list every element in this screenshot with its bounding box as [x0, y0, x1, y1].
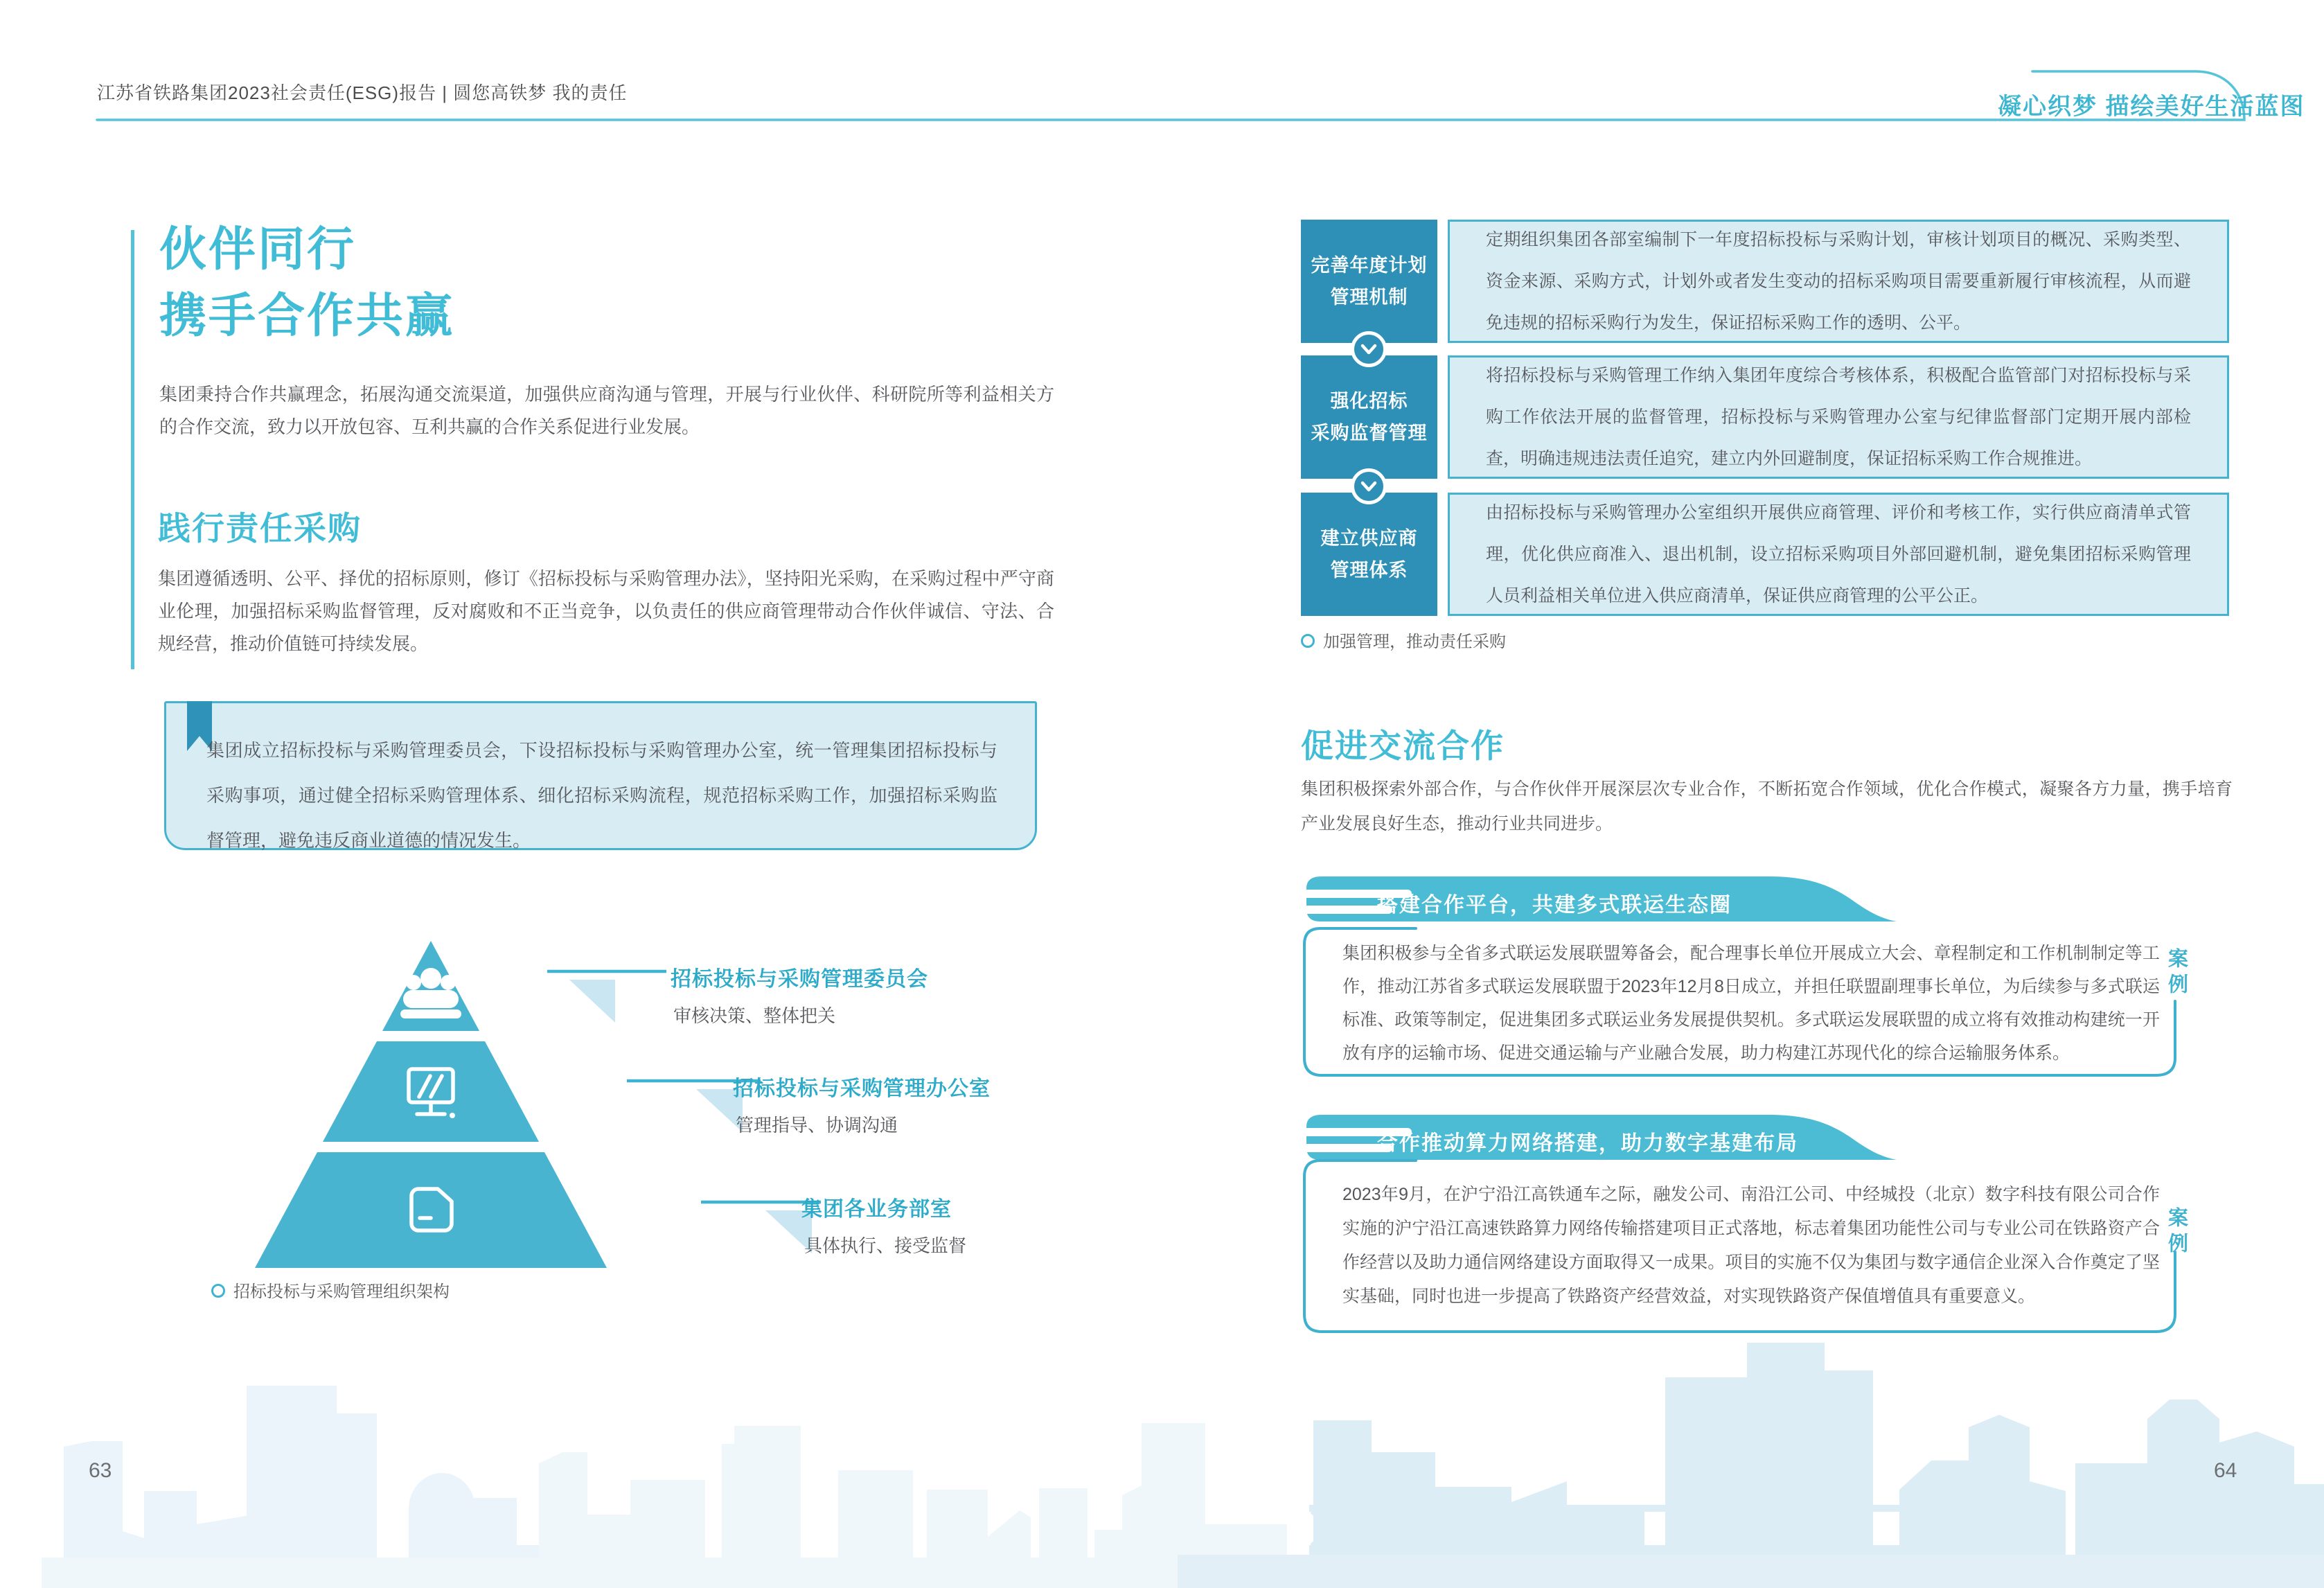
pyramid-caption-text: 招标投标与采购管理组织架构 [233, 1282, 450, 1301]
header-slogan: 凝心织梦 描绘美好生活蓝图 [1998, 94, 2305, 120]
step-3-label [1301, 493, 1437, 616]
chevron-down-icon [1351, 331, 1387, 367]
step-3-label-line1: 建立供应商 [1320, 528, 1418, 549]
case-1-body: 集团积极参与全省多式联运发展联盟筹备会，配合理事长单位开展成立大会、章程制定和工作机制制定等工作，推动江苏省多式联运发展联盟于2023年12月8日成立，并担任联盟副理事长单位，为后续参与多式联运标准、政策等制定，促进集团多式联运业务发展提供契机。多式联运发展联盟的成立将有效推动构建统一开放有序的运输市场、促进交通运输与产业融合发展，助力构建江苏现代化的综合运输服务体系。 [1342, 944, 2160, 1063]
committee-icon [400, 968, 461, 1018]
city-skyline-illustration [0, 1316, 2324, 1588]
section-title-procurement: 践行责任采购 [158, 510, 362, 547]
step-2-label-line1: 强化招标 [1330, 391, 1408, 412]
case-2-tag: 案例 [2165, 1207, 2188, 1258]
step-1-panel [1448, 220, 2229, 343]
page-number-left: 63 [89, 1459, 112, 1482]
tier-1-desc: 审核决策、整体把关 [673, 1005, 836, 1026]
step-3-label-line2: 管理体系 [1330, 560, 1408, 581]
chapter-title-line1: 伙伴同行 [159, 223, 357, 276]
case-2-body: 2023年9月，在沪宁沿江高铁通车之际，融发公司、南沿江公司、中经城投（北京）数字科技有限公司合作实施的沪宁沿江高速铁路算力网络传输搭建项目正式落地，标志着集团功能性公司与专业公司在铁路资产合作经营以及助力通信网络建设方面取得又一成果。项目的实施不仅为集团与数字通信企业深入合作奠定了坚实基础，同时也进一步提高了铁路资产经营效益，对实现铁路资产保值增值具有重要意义。 [1342, 1185, 2160, 1306]
report-header-title: 江苏省铁路集团2023社会责任(ESG)报告 | 圆您高铁梦 我的责任 [97, 82, 628, 103]
chevron-down-icon [1351, 468, 1387, 504]
step-1-body: 定期组织集团各部室编制下一年度招标投标与采购计划，审核计划项目的概况、采购类型、资金来源、采购方式，计划外或者发生变动的招标采购项目需要重新履行审核流程，从而避免违规的招标采购行为发生，保证招标采购工作的透明、公平。 [1486, 230, 2191, 333]
chapter-title-line2: 携手合作共赢 [159, 290, 455, 342]
step-1-label-line1: 完善年度计划 [1311, 255, 1428, 276]
step-2-panel [1448, 355, 2229, 479]
section-cooperation-body: 集团积极探索外部合作，与合作伙伴开展深层次专业合作，不断拓宽合作领域，优化合作模式，凝聚各方力量，携手培育产业发展良好生态，推动行业共同进步。 [1301, 779, 2233, 833]
process-caption [1301, 628, 1506, 652]
step-2-label [1301, 355, 1437, 479]
process-caption-text: 加强管理，推动责任采购 [1323, 633, 1506, 651]
section-procurement-body: 集团遵循透明、公平、择优的招标原则，修订《招标投标与采购管理办法》，坚持阳光采购，在采购过程中严守商业伦理，加强招标采购监督管理，反对腐败和不正当竞争，以负责任的供应商管理带动合作伙伴诚信、守法、合规经营，推动价值链可持续发展。 [158, 568, 1054, 654]
step-3-body: 由招标投标与采购管理办公室组织开展供应商管理、评价和考核工作，实行供应商清单式管理，优化供应商准入、退出机制，设立招标采购项目外部回避机制，避免集团招标采购管理人员利益相关单位进入供应商清单，保证供应商管理的公平公正。 [1486, 503, 2191, 606]
pyramid-caption [211, 1278, 450, 1302]
caption-circle-icon [211, 1284, 225, 1298]
tier-1-pointer [569, 980, 615, 1023]
tier-3-desc: 具体执行、接受监督 [804, 1235, 967, 1256]
case-1-banner-title: 搭建合作平台，共建多式联运生态圈 [1377, 894, 1732, 917]
tier-1-title: 招标投标与采购管理委员会 [671, 968, 928, 991]
page-number-right: 64 [2214, 1459, 2237, 1482]
procurement-pyramid-diagram [0, 0, 1074, 1316]
tier-2-title: 招标投标与采购管理办公室 [733, 1077, 991, 1100]
step-2-label-line2: 采购监督管理 [1311, 423, 1428, 443]
caption-circle-icon [1301, 634, 1315, 648]
section-title-cooperation: 促进交流合作 [1301, 727, 1505, 764]
step-1-label [1301, 220, 1437, 343]
case-1-tag: 案例 [2165, 948, 2188, 999]
step-1-label-line2: 管理机制 [1330, 287, 1408, 308]
chapter-intro: 集团秉持合作共赢理念，拓展沟通交流渠道，加强供应商沟通与管理，开展与行业伙伴、科研院所等利益相关方的合作交流，致力以开放包容、互利共赢的合作关系促进行业发展。 [159, 384, 1054, 437]
highlight-note-text: 集团成立招标投标与采购管理委员会，下设招标投标与采购管理办公室，统一管理集团招标投标与采购事项，通过健全招标采购管理体系、细化招标采购流程，规范招标采购工作，加强招标采购监督管理，避免违反商业道德的情况发生。 [206, 740, 997, 851]
tier-3-title: 集团各业务部室 [801, 1198, 952, 1221]
tier-2-desc: 管理指导、协调沟通 [736, 1115, 898, 1136]
step-2-body: 将招标投标与采购管理工作纳入集团年度综合考核体系，积极配合监管部门对招标投标与采购工作依法开展的监督管理，招标投标与采购管理办公室与纪律监督部门定期开展内部检查，明确违规违法责任追究，建立内外回避制度，保证招标采购工作合规推进。 [1486, 366, 2191, 468]
step-3-panel [1448, 493, 2229, 616]
pyramid-tier-3-shape [255, 1152, 607, 1268]
pyramid-tier-2-shape [323, 1041, 539, 1142]
case-2-banner-title: 合作推动算力网络搭建，助力数字基建布局 [1377, 1132, 1798, 1155]
